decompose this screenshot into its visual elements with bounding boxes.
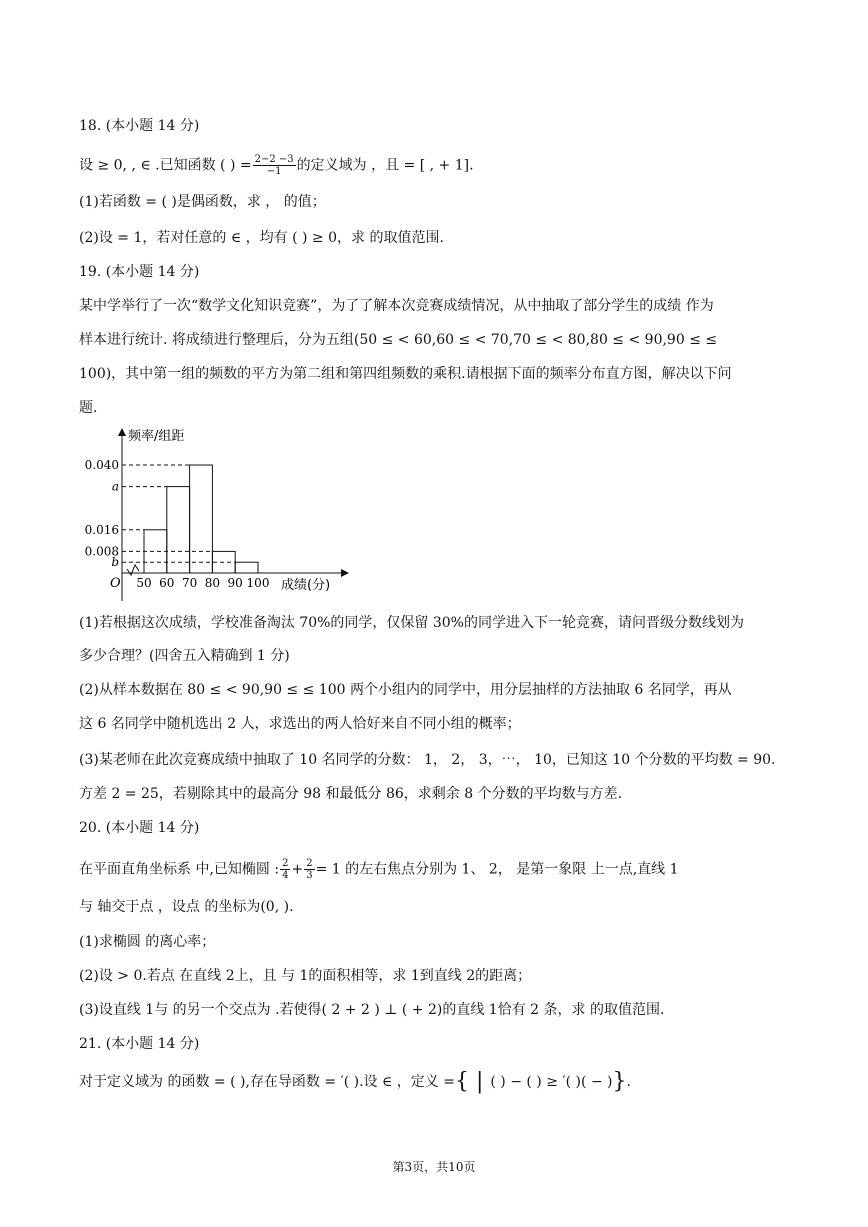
q21-set-condition: ( ) − ( ) ≥ ′( )( − )	[490, 1074, 613, 1090]
q20-part1: (1)求椭圆 的离心率；	[79, 934, 216, 950]
x-tick-label: 100	[246, 576, 270, 590]
histogram-bar	[190, 465, 213, 573]
q19-part3-a: (3)某老师在此次竞赛成绩中抽取了 10 名同学的分数： 1， 2， 3，⋯， 10，已知这 10 个分数的平均数 = 90.	[79, 752, 776, 768]
q19-line2: 样本进行统计. 将成绩进行整理后，分为五组(50 ≤ < 60,60 ≤ < 70,70 ≤ < 80,80 ≤ < 90,90 ≤ ≤	[79, 332, 718, 348]
bar-separator-icon: |	[468, 1069, 491, 1094]
q20-plus: +	[291, 861, 304, 878]
q21-line1	[79, 1069, 631, 1094]
q19-part2-a: (2)从样本数据在 80 ≤ < 90,90 ≤ ≤ 100 两个小组内的同学中，用分层抽样的方法抽取 6 名同学，再从	[79, 682, 732, 698]
y-tick-label: 0.016	[84, 522, 119, 537]
x-tick-label: 50	[136, 576, 152, 590]
q20-line1	[79, 858, 679, 881]
frequency-histogram	[79, 428, 349, 606]
x-tick-label: 60	[159, 576, 175, 590]
histogram-bar	[167, 487, 190, 573]
x-tick-label: 70	[181, 576, 198, 590]
q20-line1-a: 在平面直角坐标系 中,已知椭圆 :	[79, 861, 280, 878]
right-brace-icon: }	[612, 1069, 627, 1094]
q19-part3-b: 方差 2 = 25，若剔除其中的最高分 98 和最低分 86，求剩余 8 个分数的平均数与方差.	[79, 786, 623, 802]
q19-line4: 题.	[79, 400, 98, 416]
q20-line2: 与 轴交于点 ，设点 的坐标为(0, ).	[79, 899, 294, 915]
q19-part1-a: (1)若根据这次成绩，学校准备淘汰 70%的同学，仅保留 30%的同学进入下一轮竞赛，请问晋级分数线划为	[79, 615, 744, 631]
q18-stem	[79, 154, 474, 177]
q19-part2-b: 这 6 名同学中随机选出 2 人，求选出的两人恰好来自不同小组的概率；	[79, 716, 521, 732]
x-axis-arrow-icon	[341, 569, 349, 577]
q18-header: 18. (本小题 14 分)	[79, 118, 200, 134]
histogram-bar	[235, 562, 258, 573]
q20-fraction-x: $\frac{2}{4}$	[282, 858, 289, 881]
q20-line1-b: = 1 的左右焦点分别为 1、 2， 是第一象限 上一点,直线 1	[315, 861, 679, 878]
origin-label: O	[110, 576, 121, 591]
q21-header: 21. (本小题 14 分)	[79, 1036, 200, 1052]
y-tick-label: 0.008	[84, 544, 119, 559]
q18-part2: (2)设 = 1，若对任意的 ∈ ，均有 ( ) ≥ 0，求 的取值范围.	[79, 230, 444, 246]
q18-stem-a: 设 ≥ 0, , ∈ .已知函数 ( ) =	[79, 157, 252, 174]
q19-part1-b: 多少合理？(四舍五入精确到 1 分)	[79, 648, 290, 664]
x-tick-label: 90	[227, 576, 243, 590]
q20-fraction-y: $\frac{2}{3}$	[306, 858, 313, 881]
q21-line1-a: 对于定义域为 的函数 = ( ),存在导函数 = ′( ).设 ∈ ，定义 =	[79, 1074, 455, 1090]
x-tick-label: 80	[204, 576, 221, 590]
y-tick-label: a	[111, 479, 119, 494]
page-footer: 第3页，共10页	[392, 1160, 476, 1174]
q19-header: 19. (本小题 14 分)	[79, 264, 200, 280]
y-tick-label: b	[111, 555, 119, 570]
histogram-bar	[144, 530, 167, 573]
y-tick-label: 0.040	[84, 458, 119, 472]
q19-line1: 某中学举行了一次“数学文化知识竞赛”，为了了解本次竞赛成绩情况，从中抽取了部分学生的成绩 作为	[79, 298, 714, 314]
y-axis-arrow-icon	[118, 428, 126, 436]
q18-stem-b: 的定义域为 ，且 = [ , + 1].	[296, 157, 474, 174]
y-axis-label: 频率/组距	[128, 429, 185, 444]
q20-header: 20. (本小题 14 分)	[79, 820, 200, 836]
q18-part1: (1)若函数 = ( )是偶函数，求 ， 的值；	[79, 194, 326, 210]
left-brace-icon: {	[454, 1069, 469, 1094]
q20-part3: (3)设直线 1与 的另一个交点为 .若使得( 2 + 2 ) ⊥ ( + 2)的直线 1恰有 2 条，求 的取值范围.	[79, 1002, 665, 1018]
q21-period: .	[626, 1074, 631, 1090]
q18-fraction: $\frac{2-2 -3}{-1}$	[254, 154, 294, 177]
q20-part2: (2)设 > 0.若点 在直线 2上，且 与 1的面积相等，求 1到直线 2的距离；	[79, 968, 532, 984]
x-axis-label: 成绩(分)	[281, 578, 331, 593]
q19-line3: 100)，其中第一组的频数的平方为第二组和第四组频数的乘积.请根据下面的频率分布直方图，解决以下问	[79, 366, 732, 382]
